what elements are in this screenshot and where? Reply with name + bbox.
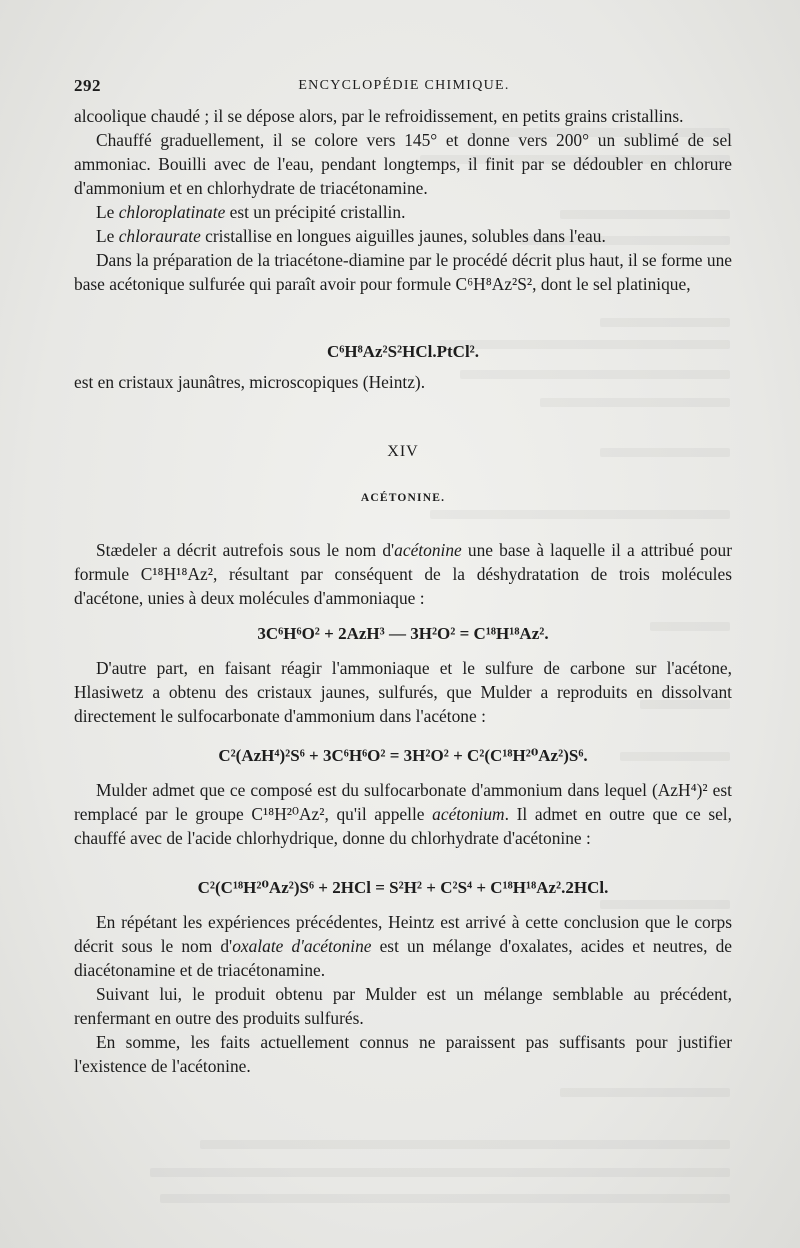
running-title: ENCYCLOPÉDIE CHIMIQUE. xyxy=(298,78,510,93)
intro-paragraphs xyxy=(74,104,732,296)
formula-dehydration: 3C⁶H⁶O² + 2AzH³ — 3H²O² = C¹⁸H¹⁸Az². xyxy=(257,624,549,643)
paragraph-summary: En somme, les faits actuellement connus ne paraissent pas suffisants pour justifier l'existence de l'acétonine. xyxy=(74,1032,732,1076)
term-chloraurate: chloraurate xyxy=(118,226,201,246)
paragraph-chloraurate: Le chloraurate cristallise en longues aiguilles jaunes, solubles dans l'eau. xyxy=(96,226,606,246)
intro-closing xyxy=(74,370,732,394)
paragraph-chloroplatinate: Le chloroplatinate est un précipité cristallin. xyxy=(96,202,406,222)
page-number: 292 xyxy=(74,76,101,95)
paragraph-hlasiwetz: D'autre part, en faisant réagir l'ammoniaque et le sulfure de carbone sur l'acétone, Hlasiwetz a obtenu des cristaux jaunes, sulfurés, que Mulder a reproduits en dissolvant directement le sulfocarbonate d'ammonium dans l'acétone : xyxy=(74,658,732,726)
term-chloroplatinate: chloroplatinate xyxy=(118,202,226,222)
term-acetonine: acétonine xyxy=(394,540,462,560)
formula-hydrochloride: C²(C¹⁸H²⁰Az²)S⁶ + 2HCl = S²H² + C²S⁴ + C¹⁸H¹⁸Az².2HCl. xyxy=(197,878,609,897)
formula-platinum-salt: C⁶H⁸Az²S²HCl.PtCl². xyxy=(326,342,480,361)
section-number: XIV xyxy=(387,443,419,460)
paragraph-heating: Chauffé graduellement, il se colore vers 145° et donne vers 200° un sublimé de sel ammoniac. Bouilli avec de l'eau, pendant longtemps, il finit par se dédoubler en chlorure d'ammonium et en chlorhydrate de triacétonamine. xyxy=(74,130,732,198)
term-oxalate-acetonine: oxalate d'acétonine xyxy=(232,936,372,956)
paragraph-crystals: est en cristaux jaunâtres, microscopiques (Heintz). xyxy=(74,372,426,392)
acetonine-hlasiwetz xyxy=(74,656,732,728)
paragraph-heintz: En répétant les expériences précédentes, Heintz est arrivé à cette conclusion que le corps décrit sous le nom d'oxalate d'acétonine est un mélange d'oxalates, acides et neutres, de diacétonamine et de triacétonamine. xyxy=(74,912,732,980)
paragraph-staedeler: Stædeler a décrit autrefois sous le nom d'acétonine une base à laquelle il a attribué pour formule C¹⁸H¹⁸Az², résultant par conséquent de la déshydratation de trois molécules d'acétone, unies à deux molécules d'ammoniaque : xyxy=(74,540,732,608)
running-head xyxy=(74,76,734,100)
paragraph-continuation: alcoolique chaudé ; il se dépose alors, par le refroidissement, en petits grains cristallins. xyxy=(74,106,684,126)
paragraph-sulfur-base: Dans la préparation de la triacétone-diamine par le procédé décrit plus haut, il se forme une base acétonique sulfurée qui paraît avoir pour formule C⁶H⁸Az²S², dont le sel platinique, xyxy=(74,250,732,294)
term-acetonium: acétonium xyxy=(432,804,505,824)
paragraph-mulder-product: Suivant lui, le produit obtenu par Mulder est un mélange semblable au précédent, renfermant en outre des produits sulfurés. xyxy=(74,984,732,1028)
formula-sulfocarbonate: C²(AzH⁴)²S⁶ + 3C⁶H⁶O² = 3H²O² + C²(C¹⁸H²⁰Az²)S⁶. xyxy=(218,746,588,765)
acetonine-mulder xyxy=(74,778,732,850)
acetonine-conclusion xyxy=(74,910,732,1078)
acetonine-intro xyxy=(74,538,732,610)
section-title: ACÉTONINE. xyxy=(360,492,446,504)
paragraph-mulder: Mulder admet que ce composé est du sulfocarbonate d'ammonium dans lequel (AzH⁴)² est remplacé par le groupe C¹⁸H²⁰Az², qu'il appelle acétonium. Il admet en outre que ce sel, chauffé avec de l'acide chlorhydrique, donne du chlorhydrate d'acétonine : xyxy=(74,780,732,848)
